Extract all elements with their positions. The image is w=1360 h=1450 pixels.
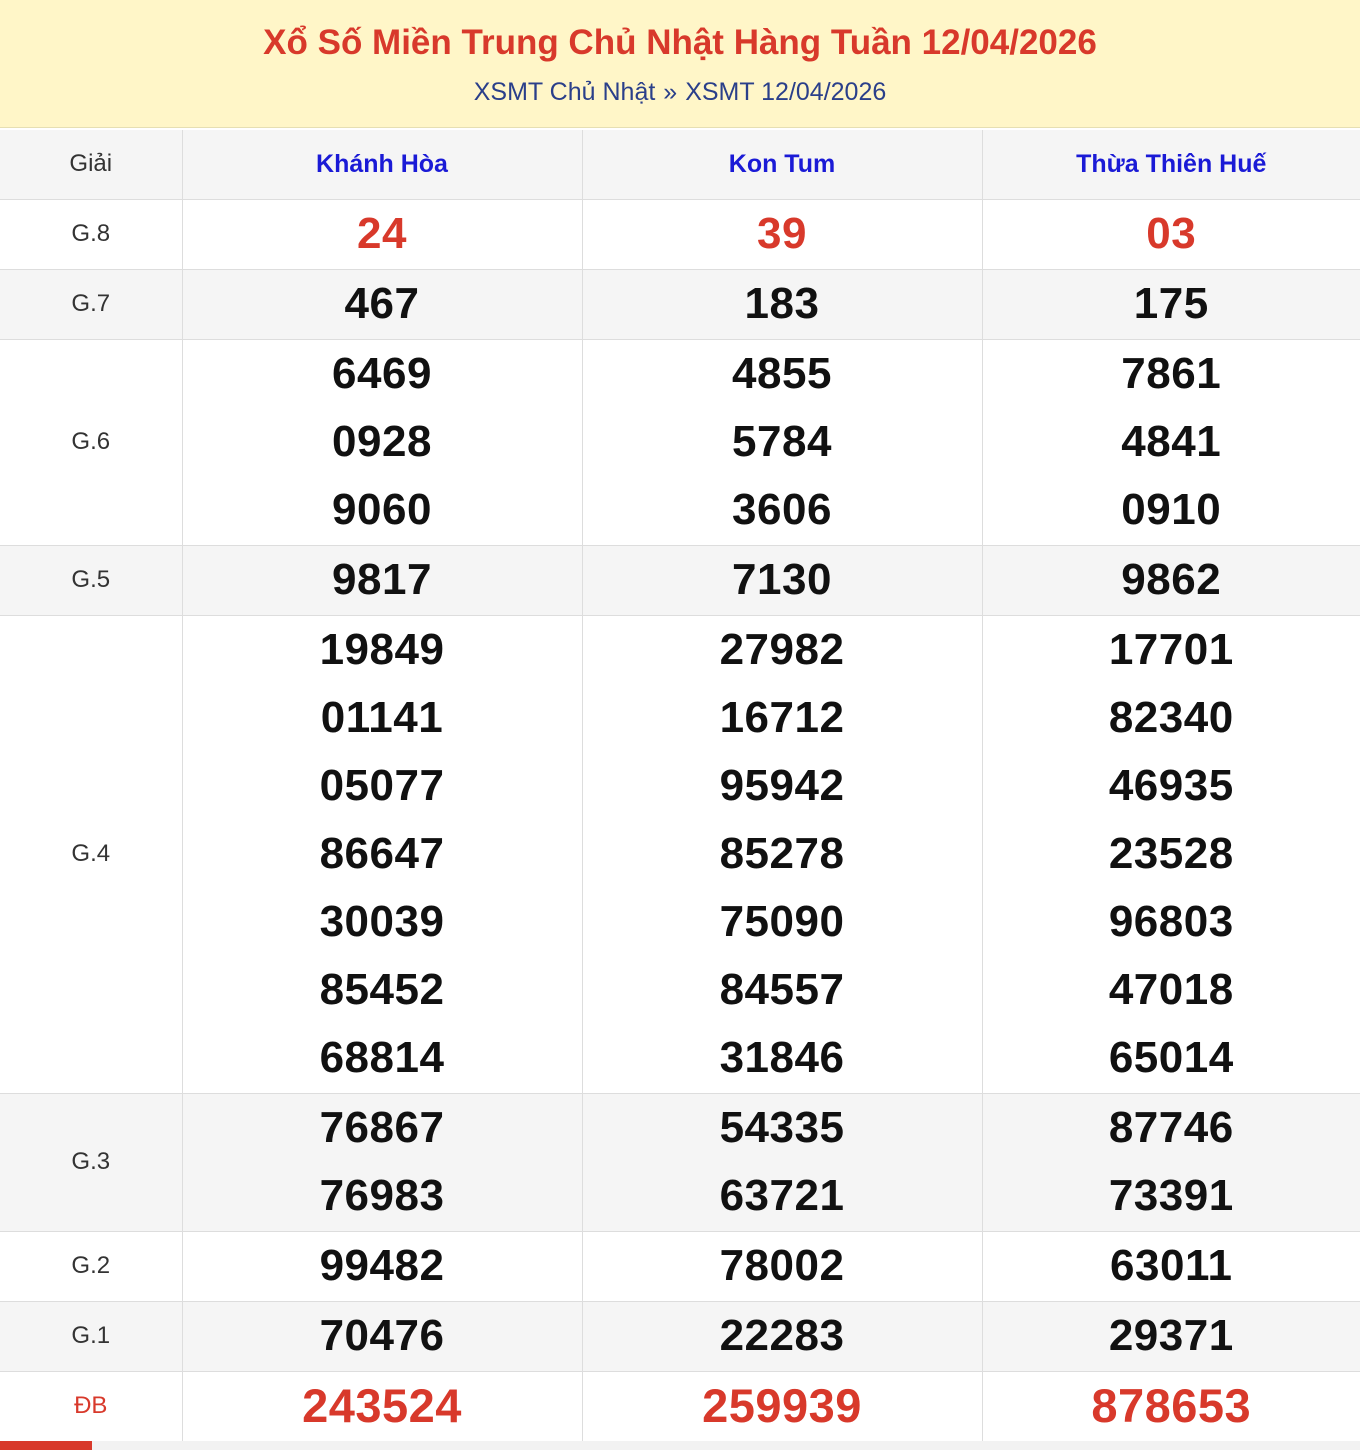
result-number: 01141 xyxy=(320,693,444,742)
breadcrumb xyxy=(0,76,1360,108)
table-header-row xyxy=(0,130,1360,199)
result-cell xyxy=(982,1231,1360,1301)
result-cell xyxy=(182,339,582,545)
result-cell xyxy=(982,199,1360,269)
result-number: 86647 xyxy=(319,829,445,878)
prize-row-g4 xyxy=(0,615,1360,1093)
result-number: 76983 xyxy=(319,1171,445,1220)
result-number: 3606 xyxy=(732,485,832,534)
result-number: 22283 xyxy=(719,1311,845,1360)
result-cell xyxy=(582,1231,982,1301)
result-number: 75090 xyxy=(719,897,845,946)
result-cell xyxy=(182,1093,582,1231)
prize-row-g8 xyxy=(0,199,1360,269)
result-number: 6469 xyxy=(332,349,432,398)
prize-label: G.7 xyxy=(0,269,182,339)
result-cell xyxy=(582,1093,982,1231)
result-number: 9060 xyxy=(332,485,432,534)
result-number: 31846 xyxy=(719,1033,845,1082)
result-cell xyxy=(982,615,1360,1093)
result-number: 65014 xyxy=(1108,1033,1234,1082)
prize-label: G.4 xyxy=(0,615,182,1093)
province-khanh-hoa[interactable]: Khánh Hòa xyxy=(182,130,582,199)
result-number: 46935 xyxy=(1108,761,1234,810)
result-number: 68814 xyxy=(319,1033,445,1082)
result-number: 4855 xyxy=(732,349,832,398)
breadcrumb-link-weekday[interactable]: XSMT Chủ Nhật xyxy=(473,78,656,106)
result-cell xyxy=(982,269,1360,339)
results-table xyxy=(0,130,1360,1442)
result-cell xyxy=(182,615,582,1093)
result-number: 63721 xyxy=(719,1171,845,1220)
result-number: 5784 xyxy=(732,417,832,466)
prize-label: G.2 xyxy=(0,1231,182,1301)
result-number: 95942 xyxy=(719,761,845,810)
special-number: 259939 xyxy=(702,1379,862,1432)
page-header xyxy=(0,0,1360,128)
active-tab-indicator[interactable] xyxy=(0,1441,92,1450)
result-number: 99482 xyxy=(319,1241,445,1290)
province-kon-tum[interactable]: Kon Tum xyxy=(582,130,982,199)
special-number: 243524 xyxy=(302,1379,462,1432)
result-number: 19849 xyxy=(319,625,445,674)
result-cell xyxy=(582,615,982,1093)
result-cell xyxy=(182,1301,582,1371)
prize-label: G.5 xyxy=(0,545,182,615)
result-number: 4841 xyxy=(1121,417,1222,466)
result-number: 85452 xyxy=(319,965,445,1014)
result-cell xyxy=(982,339,1360,545)
result-cell xyxy=(582,1371,982,1441)
prize-label: G.8 xyxy=(0,199,182,269)
result-number: 70476 xyxy=(319,1311,445,1360)
prize-column-header: Giải xyxy=(0,130,182,199)
result-number: 84557 xyxy=(719,965,845,1014)
result-number: 7130 xyxy=(732,555,832,604)
result-cell xyxy=(182,1371,582,1441)
result-number: 05077 xyxy=(319,761,445,810)
bottom-tab-strip xyxy=(0,1441,1360,1450)
prize-label: G.1 xyxy=(0,1301,182,1371)
result-number: 54335 xyxy=(719,1103,845,1152)
result-number: 82340 xyxy=(1108,693,1234,742)
result-number: 183 xyxy=(744,279,820,328)
result-number: 7861 xyxy=(1121,349,1222,398)
province-thua-thien-hue[interactable]: Thừa Thiên Huế xyxy=(982,130,1360,199)
result-number: 39 xyxy=(757,209,807,258)
result-number: 16712 xyxy=(719,693,845,742)
result-number: 0928 xyxy=(332,417,432,466)
result-cell xyxy=(982,545,1360,615)
result-number: 96803 xyxy=(1108,897,1234,946)
result-number: 30039 xyxy=(319,897,445,946)
prize-row-g7 xyxy=(0,269,1360,339)
result-cell xyxy=(182,269,582,339)
result-number: 63011 xyxy=(1110,1241,1233,1290)
result-number: 47018 xyxy=(1108,965,1234,1014)
result-number: 23528 xyxy=(1108,829,1234,878)
result-number: 73391 xyxy=(1108,1171,1234,1220)
result-number: 03 xyxy=(1146,209,1197,258)
prize-row-g3 xyxy=(0,1093,1360,1231)
prize-row-g2 xyxy=(0,1231,1360,1301)
result-number: 175 xyxy=(1133,279,1209,328)
result-number: 9862 xyxy=(1121,555,1222,604)
result-cell xyxy=(582,339,982,545)
result-number: 78002 xyxy=(719,1241,845,1290)
prize-row-g1 xyxy=(0,1301,1360,1371)
result-number: 76867 xyxy=(319,1103,445,1152)
result-cell xyxy=(982,1093,1360,1231)
result-number: 87746 xyxy=(1108,1103,1234,1152)
result-number: 17701 xyxy=(1108,625,1234,674)
result-number: 27982 xyxy=(719,625,845,674)
result-number: 0910 xyxy=(1121,485,1222,534)
result-number: 9817 xyxy=(332,555,432,604)
prize-label: G.3 xyxy=(0,1093,182,1231)
result-cell xyxy=(182,1231,582,1301)
special-number: 878653 xyxy=(1091,1379,1252,1432)
page-title: Xổ Số Miền Trung Chủ Nhật Hàng Tuần 12/04/2026 xyxy=(263,23,1097,62)
prize-row-g6 xyxy=(0,339,1360,545)
result-number: 24 xyxy=(357,209,407,258)
result-cell xyxy=(182,545,582,615)
prize-row-special xyxy=(0,1371,1360,1441)
result-number: 85278 xyxy=(719,829,845,878)
result-cell xyxy=(582,269,982,339)
result-number: 29371 xyxy=(1108,1311,1234,1360)
result-cell xyxy=(582,199,982,269)
result-cell xyxy=(182,199,582,269)
result-cell xyxy=(982,1301,1360,1371)
breadcrumb-separator: » xyxy=(663,78,678,106)
result-number: 467 xyxy=(344,279,420,328)
breadcrumb-link-date[interactable]: XSMT 12/04/2026 xyxy=(685,78,887,106)
result-cell xyxy=(582,1301,982,1371)
prize-label-special: ĐB xyxy=(0,1371,182,1441)
result-cell xyxy=(982,1371,1360,1441)
prize-label: G.6 xyxy=(0,339,182,545)
prize-row-g5 xyxy=(0,545,1360,615)
result-cell xyxy=(582,545,982,615)
